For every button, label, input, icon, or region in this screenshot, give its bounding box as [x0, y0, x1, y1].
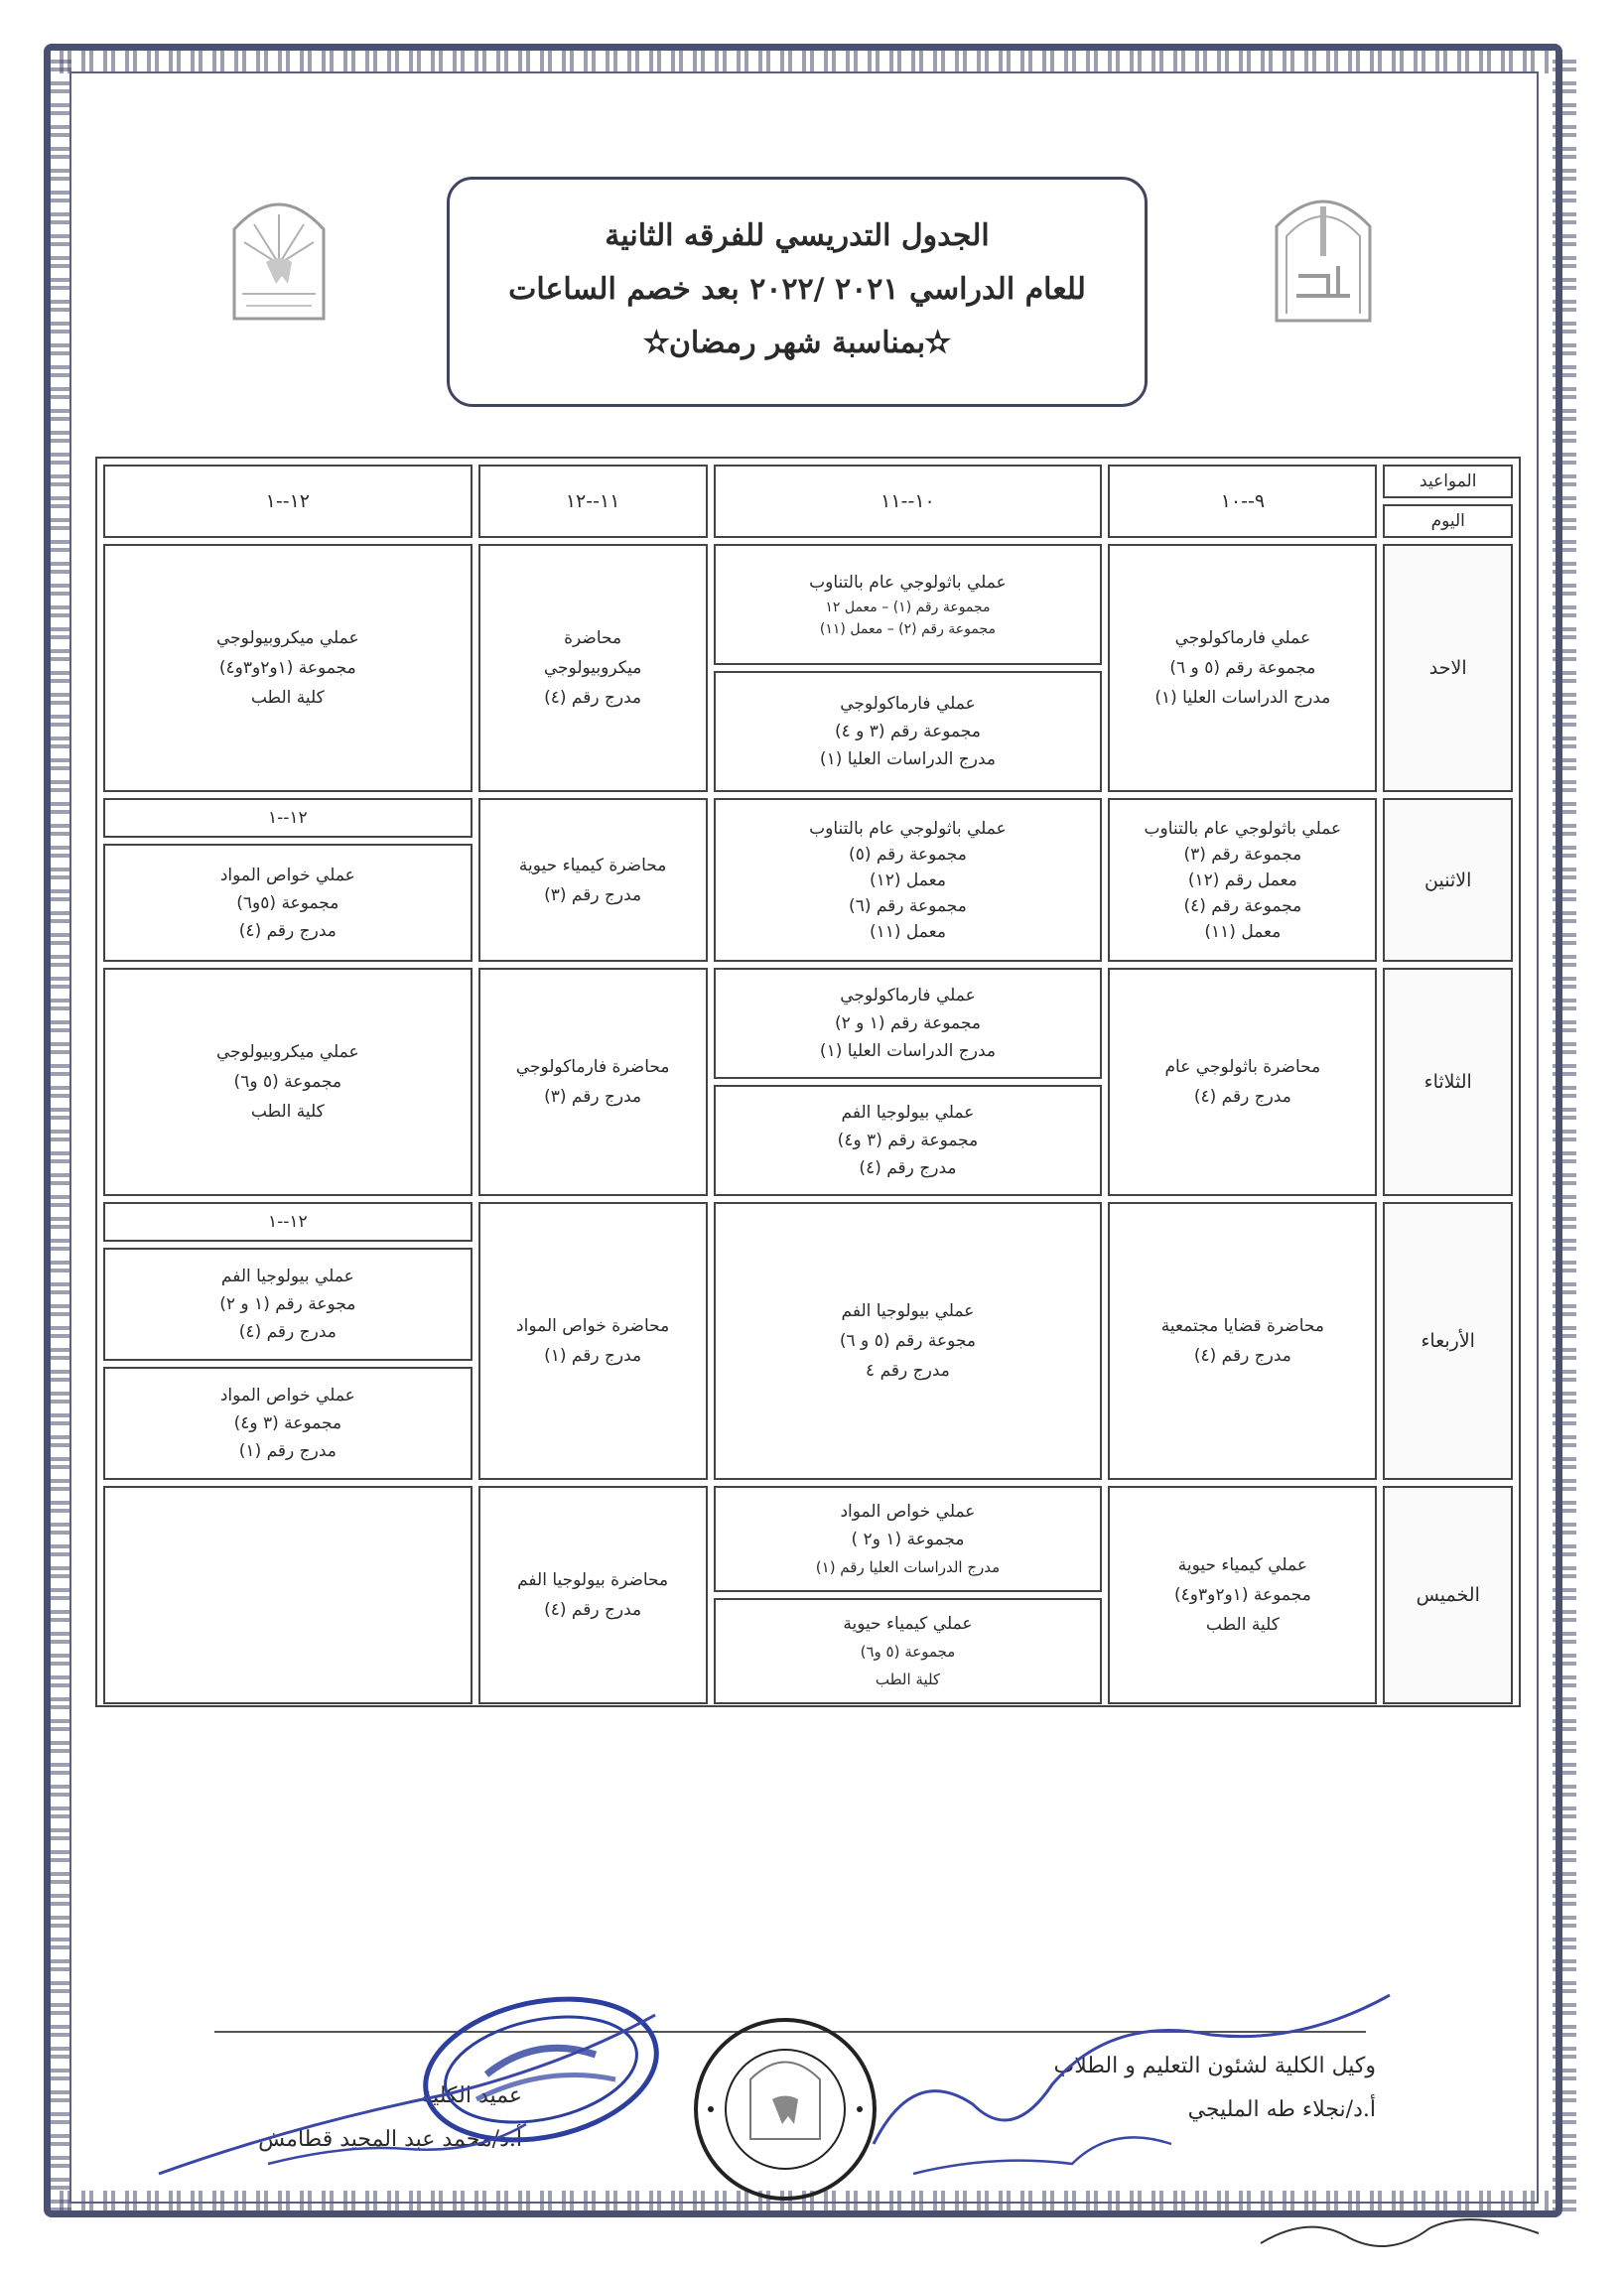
cell-tuesday-s4 — [103, 968, 473, 1196]
day-tuesday: الثلاثاء — [1383, 968, 1513, 1196]
cell-sunday-s4 — [103, 544, 473, 792]
cell-tuesday-s2-b — [714, 1085, 1103, 1196]
dean-name: أ.د/محمد عبد المجيد قطامش — [258, 2127, 522, 2152]
cell-tuesday-s2 — [714, 968, 1103, 1196]
cell-line: عملي فارماكولوجي — [840, 986, 976, 1005]
cell-line: مجموعة رقم (٣ و ٤) — [834, 722, 981, 741]
cell-line: عملي كيمياء حيوية — [1177, 1555, 1307, 1575]
cell-line: مجموعة رقم (٢) – معمل (١١) — [819, 621, 997, 637]
cell-line: مدرج رقم ٤ — [866, 1361, 950, 1381]
cell-line: محاضرة بيولوجيا الفم — [517, 1570, 669, 1590]
title-line-3: ✫بمناسبة شهر رمضان✫ — [643, 326, 951, 360]
cell-line: مجوعة رقم (٥ و ٦) — [839, 1331, 977, 1351]
cell-line: مدرج رقم (٤) — [1193, 1087, 1291, 1107]
dean-signature-icon — [149, 1975, 665, 2204]
cell-monday-s3 — [478, 798, 708, 962]
cell-line: مجوعة رقم (١ و ٢) — [219, 1294, 356, 1314]
day-wednesday: الأربعاء — [1383, 1202, 1513, 1480]
cell-line: مدرج رقم (٤) — [859, 1158, 957, 1178]
cell-line: مدرج الدراسات العليا (١) — [1154, 688, 1331, 708]
header-day: اليوم — [1383, 504, 1513, 538]
slot-header-3: ١١--١٢ — [478, 465, 708, 538]
cell-line: محاضرة خواص المواد — [516, 1316, 670, 1336]
cell-thursday-s4-empty — [103, 1486, 473, 1704]
cell-monday-s1 — [1108, 798, 1377, 962]
cell-line: مجموعة (١و٢و٣و٤) — [218, 658, 356, 678]
cell-line: مدرج رقم (٤) — [1193, 1346, 1291, 1366]
cell-line: عملي فارماكولوجي — [1174, 628, 1311, 648]
cell-wednesday-s3 — [478, 1202, 708, 1480]
cell-line: مجموعة رقم (٦) — [849, 895, 967, 916]
title-line-2: للعام الدراسي ٢٠٢١ /٢٠٢٢ بعد خصم الساعات — [508, 272, 1086, 307]
cell-line: مجموعة (٥ و٦) — [860, 1642, 956, 1661]
cell-line: مدرج الدراسات العليا (١) — [819, 1041, 996, 1061]
cell-line: مجموعة رقم (٣ و٤) — [837, 1131, 979, 1150]
cell-line: مجموعة رقم (٥) — [849, 844, 967, 865]
cell-line: مدرج رقم (٤) — [238, 1322, 337, 1342]
cell-line: عملي باثولوجي عام بالتناوب — [809, 818, 1007, 839]
title-line-1: الجدول التدريسي للفرقه الثانية — [605, 218, 990, 253]
cell-line: مدرج رقم (٤) — [544, 688, 642, 708]
cell-line: مجموعة (١ و٢ ) — [851, 1529, 965, 1549]
cell-line: عملي بيولوجيا الفم — [841, 1301, 975, 1321]
cell-line: مجموعة (١و٢و٣و٤) — [1173, 1585, 1311, 1605]
cell-line: مجموعة رقم (٥ و ٦) — [1169, 658, 1316, 678]
cell-sunday-s2-b — [714, 671, 1103, 792]
day-monday: الاثنين — [1383, 798, 1513, 962]
cell-sunday-s2 — [714, 544, 1103, 792]
cell-line: ميكروبيولوجي — [543, 658, 642, 678]
cell-line: محاضرة كيمياء حيوية — [518, 855, 667, 875]
cell-line: كلية الطب — [875, 1670, 941, 1688]
cell-line: مجموعة (٣ و٤) — [233, 1413, 342, 1433]
cell-tuesday-s2-a — [714, 968, 1103, 1079]
cell-line: عملي باثولوجي عام بالتناوب — [809, 573, 1007, 593]
vice-dean-title: وكيل الكلية لشئون التعليم و الطلاب — [1053, 2054, 1376, 2078]
cell-line: محاضرة قضايا مجتمعية — [1160, 1316, 1324, 1336]
cell-line: مدرج رقم (١) — [238, 1441, 337, 1461]
vice-dean-signature-icon — [854, 1975, 1410, 2184]
cell-monday-s4-slot: ١٢--١ — [103, 798, 473, 838]
cell-line: عملي بيولوجيا الفم — [220, 1267, 354, 1286]
cell-line: مدرج رقم (١) — [544, 1346, 642, 1366]
cell-line: مدرج رقم (٤) — [238, 920, 337, 941]
cell-line: كلية الطب — [1205, 1615, 1280, 1635]
cell-line: مدرج رقم (٣) — [544, 884, 642, 905]
vice-dean-name: أ.د/نجلاء طه المليجي — [1187, 2097, 1376, 2122]
cell-line: مجموعة رقم (٣) — [1183, 844, 1302, 865]
cell-line: محاضرة باثولوجي عام — [1164, 1057, 1321, 1077]
cell-line: مجموعة (٥و٦) — [236, 892, 339, 913]
cell-thursday-s2-a — [714, 1486, 1103, 1592]
cell-wednesday-s1 — [1108, 1202, 1377, 1480]
cell-sunday-s3 — [478, 544, 708, 792]
cell-line: معمل (١٢) — [869, 869, 946, 890]
cell-wednesday-s4-slot: ١٢--١ — [103, 1202, 473, 1242]
cell-wednesday-s2 — [714, 1202, 1103, 1480]
cell-monday-s4 — [103, 798, 473, 962]
cell-monday-s2 — [714, 798, 1103, 962]
cell-line: عملي باثولوجي عام بالتناوب — [1144, 818, 1342, 839]
cell-thursday-s1 — [1108, 1486, 1377, 1704]
cell-line: عملي خواص المواد — [219, 865, 355, 885]
cell-tuesday-s1 — [1108, 968, 1377, 1196]
cell-line: عملي كيمياء حيوية — [843, 1613, 973, 1634]
cell-line: عملي خواص المواد — [219, 1386, 355, 1405]
cell-line: مجموعة (٥ و٦) — [233, 1072, 342, 1092]
cell-thursday-s3 — [478, 1486, 708, 1704]
cell-line: عملي خواص المواد — [840, 1501, 976, 1522]
cell-line: محاضرة فارماكولوجي — [515, 1057, 670, 1077]
cell-wednesday-s4-a — [103, 1248, 473, 1361]
slot-header-2: ١٠--١١ — [714, 465, 1103, 538]
cell-tuesday-s3 — [478, 968, 708, 1196]
day-thursday: الخميس — [1383, 1486, 1513, 1704]
cell-thursday-s2 — [714, 1486, 1103, 1704]
cell-line: عملي ميكروبيولوجي — [215, 1042, 359, 1062]
cell-line: مدرج رقم (٣) — [544, 1087, 642, 1107]
header-corner — [1383, 465, 1513, 538]
dean-title: عميد الكلية — [421, 2083, 522, 2108]
cell-line: مدرج الدراسات العليا رقم (١) — [815, 1557, 1001, 1576]
cell-line: كلية الطب — [250, 1102, 325, 1122]
cell-sunday-s2-a — [714, 544, 1103, 665]
faculty-seal-icon — [691, 2015, 880, 2204]
cell-wednesday-s4-b — [103, 1367, 473, 1480]
slot-header-1: ٩--١٠ — [1108, 465, 1377, 538]
cell-line: مجموعة رقم (١ و ٢) — [834, 1013, 981, 1033]
cell-line: معمل رقم (١٢) — [1187, 869, 1297, 890]
schedule-table — [95, 457, 1521, 1707]
cell-line: محاضرة — [564, 628, 622, 648]
cell-line: مجموعة رقم (٤) — [1183, 895, 1302, 916]
cell-line: مجموعة رقم (١) – معمل ١٢ — [825, 600, 991, 615]
title-box — [447, 177, 1148, 407]
faculty-logo-icon — [224, 185, 334, 324]
header-appointments: المواعيد — [1383, 465, 1513, 498]
bottom-scribble-icon — [1251, 2204, 1549, 2263]
university-logo-icon — [1269, 187, 1378, 326]
cell-line: مدرج الدراسات العليا (١) — [819, 749, 996, 769]
cell-wednesday-s4 — [103, 1202, 473, 1480]
cell-line: معمل (١١) — [869, 921, 946, 942]
cell-line: مدرج رقم (٤) — [544, 1600, 642, 1620]
cell-line: معمل (١١) — [1204, 921, 1282, 942]
cell-thursday-s2-b — [714, 1598, 1103, 1704]
cell-sunday-s1 — [1108, 544, 1377, 792]
cell-monday-s4-body — [103, 844, 473, 962]
cell-line: كلية الطب — [250, 688, 325, 708]
cell-line: عملي ميكروبيولوجي — [215, 628, 359, 648]
cell-line: عملي فارماكولوجي — [840, 694, 976, 714]
slot-header-4: ١٢--١ — [103, 465, 473, 538]
cell-line: عملي بيولوجيا الفم — [841, 1103, 975, 1123]
day-sunday: الاحد — [1383, 544, 1513, 792]
